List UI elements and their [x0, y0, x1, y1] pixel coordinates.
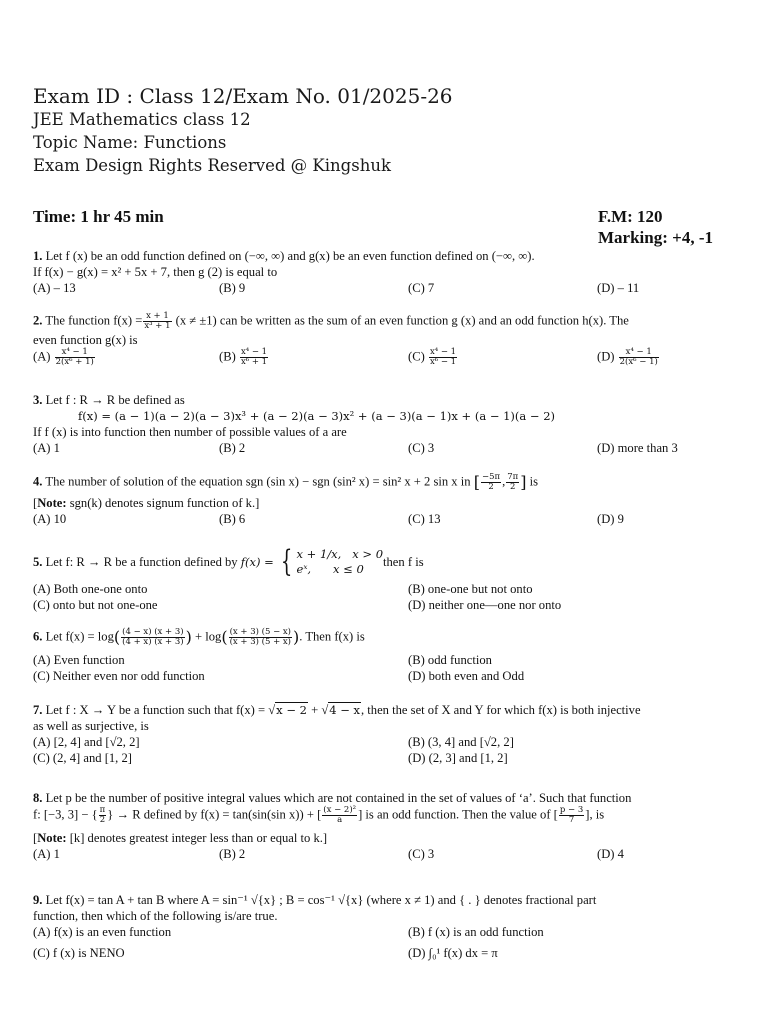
- question-2: [33, 312, 745, 372]
- option-a[interactable]: (A) Both one-one onto: [33, 582, 148, 596]
- question-text: Let f : R → R be defined as: [42, 393, 185, 407]
- option-b[interactable]: (B) odd function: [408, 653, 492, 667]
- option-a[interactable]: (A) f(x) is an even function: [33, 925, 172, 939]
- question-number: 1.: [33, 249, 43, 263]
- question-number: 5.: [33, 555, 43, 569]
- option-d[interactable]: (D) neither one—one nor onto: [408, 598, 562, 612]
- question-text: If f(x) − g(x) = x² + 5x + 7, then g (2) is equal to: [33, 265, 278, 279]
- option-c[interactable]: (C) 3: [408, 847, 435, 861]
- question-text: function, then which of the following is/are true.: [33, 909, 278, 923]
- marking-scheme: Marking: +4, -1: [598, 228, 713, 247]
- option-a[interactable]: (A) – 13: [33, 281, 76, 295]
- question-text: The number of solution of the equation sgn (sin x) − sgn (sin² x) = sin² x + 2 sin x in: [42, 474, 471, 489]
- option-b[interactable]: (B) one-one but not onto: [408, 582, 533, 596]
- option-d[interactable]: (D) – 11: [597, 281, 640, 295]
- question-number: 3.: [33, 393, 43, 407]
- exam-time: Time: 1 hr 45 min: [33, 207, 164, 226]
- option-b[interactable]: (B) 9: [219, 281, 246, 295]
- options-row: [33, 440, 745, 456]
- question-3: [33, 392, 745, 456]
- question-text: even function g(x) is: [33, 333, 138, 347]
- exam-id-heading: Exam ID : Class 12/Exam No. 01/2025-26: [33, 84, 453, 108]
- piecewise-cases: x + 1/x, x > 0 eˣ, x ≤ 0: [296, 547, 384, 576]
- option-b[interactable]: (B) f (x) is an odd function: [408, 925, 544, 939]
- option-d[interactable]: (D) ∫₀¹ f(x) dx = π: [408, 946, 498, 960]
- options-row: [33, 348, 745, 372]
- note: [Note: [k] denotes greatest integer less than or equal to k.]: [33, 831, 328, 845]
- options-row: [33, 581, 745, 597]
- options-row: [33, 734, 745, 750]
- options-row: [33, 511, 745, 527]
- options-row: [33, 652, 745, 668]
- question-text: Let f: R → R be a function defined by: [42, 555, 241, 569]
- option-b[interactable]: (B) 2: [219, 847, 246, 861]
- option-a[interactable]: (A) $\frac{\text{x⁴ − 1}}{\text{2(x⁶ + 1)}}$: [33, 347, 94, 367]
- question-1: [33, 248, 745, 296]
- option-d[interactable]: (D) (2, 3] and [1, 2]: [408, 751, 508, 765]
- option-a[interactable]: (A) Even function: [33, 653, 125, 667]
- option-b[interactable]: (B) (3, 4] and [√2, 2]: [408, 735, 514, 749]
- option-d[interactable]: (D) 9: [597, 512, 624, 526]
- option-b[interactable]: (B) 2: [219, 441, 246, 455]
- question-text: as well as surjective, is: [33, 719, 149, 733]
- option-d[interactable]: (D) more than 3: [597, 441, 678, 455]
- question-7: 7. Let f : X → Y be a function such that f(x) = √x − 2 + √4 − x, then the set of X and Y for which f(x) is both injective as well as surjective, is (A) [2, 4] and [√2, 2] (B) (3, 4] and [√2, 2] (C) (2, 4] and [1, 2] (D) (2, 3] and [1, 2]: [33, 702, 745, 766]
- topic-heading: Topic Name: Functions: [33, 133, 227, 152]
- course-heading: JEE Mathematics class 12: [33, 110, 251, 129]
- option-d[interactable]: (D) $\frac{\text{x⁴ − 1}}{\text{2(x⁶ − 1)}}$: [597, 347, 658, 367]
- fraction: $\frac{x + 1}{\text{x³ + 1}}$: [144, 311, 171, 331]
- formula: f(x) = (a − 1)(a − 2)(a − 3)x³ + (a − 2)(a − 3)x² + (a − 3)(a − 1)x + (a − 1)(a − 2): [78, 409, 556, 423]
- question-number: 2.: [33, 313, 43, 328]
- options-row: [33, 280, 745, 296]
- question-number: 6.: [33, 629, 43, 644]
- options-row: [33, 750, 745, 766]
- question-6: 6. Let f(x) = log( $\frac{(4 - x) (x + 3)}{(4 + x) (x + 3)}$ ) + log( $\frac{(x + 3) (5 - x)}{(x + 3) (5 + x)}$ ). Then f(x) is (A) Even function (B) odd function (C) Neither even nor odd function (D) both even and Odd: [33, 628, 745, 684]
- option-c[interactable]: (C) onto but not one-one: [33, 598, 158, 612]
- question-text: (x ≠ ±1) can be written as the sum of an even function g (x) and an odd function h(x). The: [172, 313, 629, 328]
- option-b[interactable]: (B) 6: [219, 512, 246, 526]
- rights-heading: Exam Design Rights Reserved @ Kingshuk: [33, 156, 391, 175]
- options-row: [33, 924, 745, 945]
- options-row: [33, 945, 745, 961]
- option-c[interactable]: (C) 3: [408, 441, 435, 455]
- question-4: 4. The number of solution of the equation sgn (sin x) − sgn (sin² x) = sin² x + 2 sin x in [ $\frac{-5\pi}{2}$ , $\frac{7\pi}{2}$ ] is [Note: sgn(k) denotes signum function of k.] (A) 10 (B) 6 (C) 13 (D) 9: [33, 473, 745, 527]
- option-c[interactable]: (C) $\frac{\text{x⁴ − 1}}{\text{x⁶ − 1}}$: [408, 347, 457, 367]
- question-5: 5. Let f: R → R be a function defined by f(x) = { x + 1/x, x > 0 eˣ, x ≤ 0 then f is (A) Both one-one onto (B) one-one but not onto (C) onto but not one-one (D) neither one—one nor onto: [33, 543, 745, 613]
- note: [Note: sgn(k) denotes signum function of k.]: [33, 496, 260, 510]
- option-c[interactable]: (C) f (x) is NENO: [33, 946, 125, 960]
- question-number: 7.: [33, 703, 43, 717]
- option-a[interactable]: (A) 1: [33, 441, 60, 455]
- question-text: Let f : X → Y be a function such that f(x) =: [42, 703, 269, 717]
- question-text: Let f(x) = tan A + tan B where A = sin⁻¹ √{x} ; B = cos⁻¹ √{x} (where x ≠ 1) and { . } denotes fractional part: [42, 893, 597, 907]
- option-d[interactable]: (D) both even and Odd: [408, 669, 525, 683]
- question-number: 9.: [33, 893, 43, 907]
- option-d[interactable]: (D) 4: [597, 847, 624, 861]
- question-number: 4.: [33, 474, 43, 489]
- option-a[interactable]: (A) 1: [33, 847, 60, 861]
- option-a[interactable]: (A) [2, 4] and [√2, 2]: [33, 735, 140, 749]
- question-text: Let p be the number of positive integral values which are not contained in the set of values of ‘a’. Such that function: [42, 791, 632, 805]
- options-row: [33, 668, 745, 684]
- option-c[interactable]: (C) 13: [408, 512, 441, 526]
- question-number: 8.: [33, 791, 43, 805]
- question-text: If f (x) is into function then number of possible values of a are: [33, 425, 347, 439]
- question-9: [33, 892, 745, 961]
- option-c[interactable]: (C) 7: [408, 281, 435, 295]
- option-c[interactable]: (C) Neither even nor odd function: [33, 669, 205, 683]
- question-8: 8. Let p be the number of positive integral values which are not contained in the set of values of ‘a’. Such that function f: [−3, 3] − { $\frac{\pi}{2}$ } → R defined by f(x) = tan(sin(sin x)) + [ $\frac{\text{(x − 2)²}}{a}$ ] is an odd function. Then the value of [ $\frac{p - 3}{7}$ ], is [Note: [k] denotes greatest integer less than or equal to k.] (A) 1 (B) 2 (C) 3 (D) 4: [33, 790, 745, 862]
- full-marks: F.M: 120: [598, 207, 663, 226]
- question-text: Let f (x) be an odd function defined on (−∞, ∞) and g(x) be an even function defined on (−∞, ∞).: [42, 249, 535, 263]
- option-c[interactable]: (C) (2, 4] and [1, 2]: [33, 751, 132, 765]
- options-row: [33, 597, 745, 613]
- options-row: [33, 846, 745, 862]
- question-text: The function f(x) =: [42, 313, 143, 328]
- question-text: Let f(x) = log: [42, 629, 114, 644]
- option-b[interactable]: (B) $\frac{\text{x⁴ − 1}}{\text{x⁶ + 1}}$: [219, 347, 268, 367]
- option-a[interactable]: (A) 10: [33, 512, 67, 526]
